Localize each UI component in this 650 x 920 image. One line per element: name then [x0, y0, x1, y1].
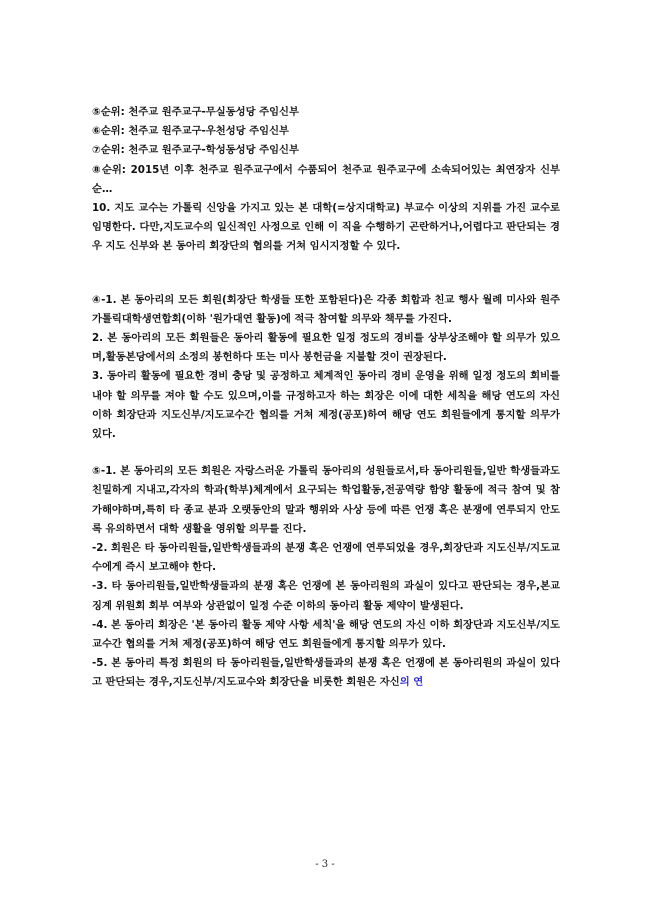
clause-4-2: 2. 본 동아리의 모든 회원들은 동아리 활동에 필요한 일정 정도의 경비를 상부상조해야 할 의무가 있으며,활동본당에서의 소정의 봉헌하다 또는 미사 봉헌금을 지불할 것이 권장된다.: [92, 332, 560, 364]
clause-rank-8: ⑧순위: 2015년 이후 천주교 원주교구에서 수품되어 천주교 원주교구에 소속되어있는 최연장자 신부순…: [92, 163, 560, 195]
clause-5-1: ⑤-1. 본 동아리의 모든 회원은 자랑스러운 가톨릭 동아리의 성원들로서,타 동아리원들,일반 학생들과도 친밀하게 지내고,각자의 학과(학부)체계에서 요구되는 학업활동,전공역량 함양 활동에 적극 참여 및 참가해야하며,특히 타 종교 분과 오랫동안의 말과 행위와 사상 등에 따른 언쟁 혹은 분쟁에 연루되지 안도록 유의하면서 대학 생활을 영위할 의무를 진다.: [92, 465, 560, 535]
clause-4-1: ④-1. 본 동아리의 모든 회원(회장단 학생들 또한 포함된다)은 각종 회합과 친교 행사 월례 미사와 원주가톨릭대학생연합회(이하 '원가대연 활동)에 적극 참여할 의무와 책무를 가진다.: [92, 293, 560, 325]
clause-5-4: -4. 본 동아리 회장은 '본 동아리 활동 제약 사항 세칙'을 해당 연도의 자신 이하 회장단과 지도신부/지도교수간 협의를 거쳐 제정(공포)하여 해당 연도 회원들에게 통지할 의무가 있다.: [92, 618, 560, 651]
clause-10-advisor: 10. 지도 교수는 가톨릭 신앙을 가지고 있는 본 대학(=상지대학교) 부교수 이상의 지위를 가진 교수로 임명한다. 다만,지도교수의 일신적인 사정으로 인해 이 직을 수행하기 곤란하거나,어렵다고 판단되는 경우 지도 신부와 본 동아리 회장단의 협의를 거쳐 임시지정할 수 있다.: [92, 202, 560, 253]
clause-5-3: -3. 타 동아리원들,일반학생들과의 분쟁 혹은 언쟁에 본 동아리원의 과실이 있다고 판단되는 경우,본교 징계 위원회 회부 여부와 상관없이 일정 수준 이하의 동아리 활동 제약이 발생된다.: [92, 580, 560, 612]
section-gap: [92, 444, 560, 462]
page-number: - 3 -: [315, 859, 335, 870]
section-gap: [92, 257, 560, 291]
clause-4-3: 3. 동아리 활동에 필요한 경비 충당 및 공정하고 체계적인 동아리 경비 운영을 위해 일정 정도의 회비를 내야 할 의무를 져야 할 수도 있으며,이를 규정하고자 하는 회장은 이에 대한 세칙을 해당 연도의 자신 이하 회장단과 지도신부/지도교수간 협의를 거쳐 제정(공포)하여 해당 연도 회원들에게 통지할 의무가 있다.: [92, 370, 560, 441]
clause-rank-6: ⑥순위: 천주교 원주교구-우천성당 주임신부: [92, 125, 289, 138]
document-body: [92, 103, 560, 693]
clause-5-5-text: -5. 본 동아리 특정 회원의 타 동아리원들,일반학생들과의 분쟁 혹은 언쟁에 본 동아리원의 과실이 있다고 판단되는 경우,지도신부/지도교수와 회장단을 비롯한 회원은 자신: [92, 657, 560, 689]
clause-rank-5: ⑤순위: 천주교 원주교구-무실동성당 주임신부: [92, 106, 299, 118]
clause-5-5: [92, 654, 560, 692]
clause-rank-7: ⑦순위: 천주교 원주교구-학성동성당 주임신부: [92, 144, 299, 157]
clause-5-2: -2. 회원은 타 동아리원들,일반학생들과의 분쟁 혹은 언쟁에 연루되었을 경우,회장단과 지도신부/지도교수에게 즉시 보고해야 한다.: [92, 542, 560, 574]
clause-5-5-highlight: 의 연: [399, 676, 424, 689]
